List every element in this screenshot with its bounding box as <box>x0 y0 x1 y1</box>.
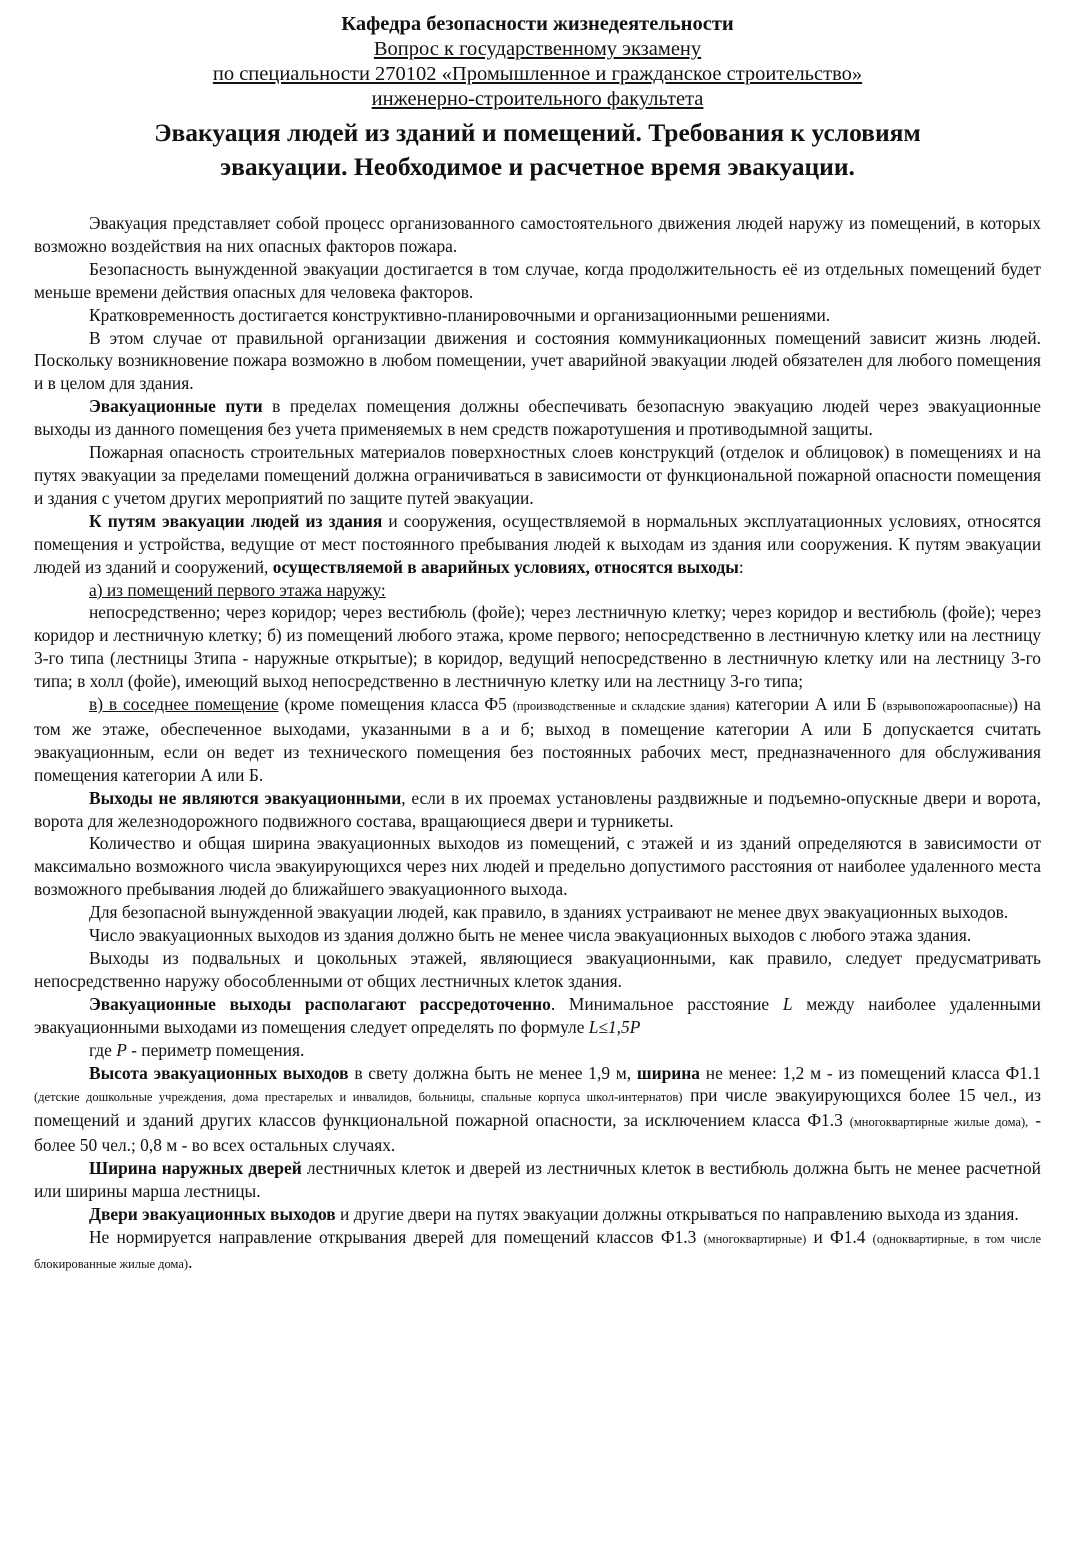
paragraph-15: Выходы из подвальных и цокольных этажей, являющиеся эвакуационными, как правило, следует предусматривать непосредственно наружу обособленными от общих лестничных клеток здания. <box>34 948 1041 991</box>
item-a-heading: а) из помещений первого этажа наружу: <box>89 579 386 600</box>
paragraph-10-text-a: (кроме помещения класса Ф5 <box>278 694 513 715</box>
note-f5-class: (производственные и складские здания) <box>512 699 730 714</box>
symbol-L: L <box>782 993 793 1014</box>
paragraph-20-text: и другие двери на путях эвакуации должны открываться по направлению выхода из здания. <box>335 1203 1019 1224</box>
paragraph-16-text-a: . Минимальное расстояние <box>550 993 783 1014</box>
formula: L≤1,5P <box>588 1016 641 1037</box>
note-f11-class: (детские дошкольные учреждения, дома престарелых и инвалидов, больницы, спальные корпуса школ-интернатов) <box>34 1090 683 1105</box>
document-body <box>34 212 1041 1276</box>
item-c-heading: в) в соседнее помещение <box>89 694 279 715</box>
paragraph-17 <box>34 1039 1041 1062</box>
exam-question-label: Вопрос к государственному экзамену <box>373 38 702 60</box>
note-apartments: (многоквартирные) <box>703 1231 807 1246</box>
paragraph-6: Пожарная опасность строительных материалов поверхностных слоев конструкций (отделок и облицовок) в помещениях и на путях эвакуации за пределами помещений должна ограничиваться в зависимости от функциональной пожарной опасности помещения и здания с учетом других мероприятий по защите путей эвакуации. <box>34 442 1041 508</box>
paragraph-7 <box>34 510 1041 579</box>
paragraph-18 <box>34 1062 1041 1158</box>
paragraph-14: Число эвакуационных выходов из здания должно быть не менее числа эвакуационных выходов с любого этажа здания. <box>89 925 972 946</box>
paragraph-20 <box>34 1203 1041 1226</box>
paragraph-21-text-a: Не нормируется направление открывания дверей для помещений классов Ф1.3 <box>89 1226 704 1247</box>
paragraph-21 <box>34 1226 1041 1276</box>
note-single-family: (одноквартирные, в том числе блокированные жилые дома) <box>34 1231 1041 1271</box>
term-width: ширина <box>636 1062 700 1083</box>
paragraph-10 <box>34 693 1041 787</box>
paragraph-5 <box>34 395 1041 441</box>
paragraph-7-text-c: : <box>738 556 744 577</box>
note-f13-class: (многоквартирные жилые дома), <box>849 1115 1029 1130</box>
paragraph-17-text-a: где <box>89 1039 117 1060</box>
paragraph-18-text-a: в свету должна быть не менее 1,9 м, <box>348 1062 637 1083</box>
paragraph-11-text: , если в их проемах установлены раздвижные и подъемно-опускные двери и ворота, ворота для железнодорожного подвижного состава, вращающиеся двери и турникеты. <box>34 787 1041 831</box>
specialty-line: по специальности 270102 «Промышленное и гражданское строительство» <box>212 63 863 85</box>
paragraph-9: непосредственно; через коридор; через вестибюль (фойе); через лестничную клетку; через коридор и вестибюль (фойе); через коридор и лестничную клетку; б) из помещений любого этажа, кроме первого; непосредственно в лестничную клетку или на лестницу 3-го типа (лестницы 3типа - наружные открытые); в коридор, ведущий непосредственно в лестничную клетку или на лестницу 3-го типа; в холл (фойе), имеющий выход непосредственно в лестничную клетку или на лестницу 3-го типа; <box>34 602 1041 692</box>
paragraph-18-text-e: - более 50 чел.; 0,8 м - во всех остальных случаях. <box>34 1110 1041 1156</box>
paragraph-17-text-b: - периметр помещения. <box>126 1039 305 1060</box>
paragraph-16-text-b: между наиболее удаленными эвакуационными выходами из помещения следует определять по формуле <box>34 993 1041 1037</box>
paragraph-3: Кратковременность достигается конструктивно-планировочными и организационными решениями. <box>89 304 831 325</box>
paragraph-21-text-c: . <box>188 1251 193 1272</box>
term-outer-door-width: Ширина наружных дверей <box>89 1158 302 1179</box>
paragraph-8 <box>34 579 1041 602</box>
term-emergency-exits: осуществляемой в аварийных условиях, относятся выходы <box>272 556 739 577</box>
department-name: Кафедра безопасности жизнедеятельности <box>341 13 734 35</box>
term-dispersed-exits: Эвакуационные выходы располагают рассредоточенно <box>89 993 551 1014</box>
paragraph-2: Безопасность вынужденной эвакуации достигается в том случае, когда продолжительность её из отдельных помещений будет меньше времени действия опасных для человека факторов. <box>34 258 1041 302</box>
paragraph-11 <box>34 787 1041 833</box>
title-line-2: эвакуации. Необходимое и расчетное время эвакуации. <box>220 152 855 181</box>
paragraph-16 <box>34 993 1041 1039</box>
term-not-evacuation-exits: Выходы не являются эвакуационными <box>89 787 402 808</box>
paragraph-7-text-a: и сооружения, осуществляемой в нормальных эксплуатационных условиях, относятся помещения и устройства, ведущие от мест постоянного пребывания людей к выходам из здания или сооружения. К путям эвакуации людей из зданий и сооружений, <box>34 510 1041 577</box>
paragraph-13: Для безопасной вынужденной эвакуации людей, как правило, в зданиях устраивают не менее двух эвакуационных выходов. <box>89 902 1009 923</box>
term-exit-height: Высота эвакуационных выходов <box>89 1062 349 1083</box>
paragraph-18-text-d: при числе эвакуирующихся более 15 чел., из помещений и зданий других классов функциональной пожарной опасности, за исключением класса Ф1.3 <box>34 1085 1042 1131</box>
paragraph-12: Количество и общая ширина эвакуационных выходов из помещений, с этажей и из зданий определяются в зависимости от максимально возможного числа эвакуирующихся через них людей и предельно допустимого расстояния от наиболее удаленного места возможного пребывания людей до ближайшего эвакуационного выхода. <box>34 833 1041 900</box>
term-exit-doors: Двери эвакуационных выходов <box>89 1203 336 1224</box>
paragraph-10-text-b: категории А или Б <box>729 694 883 715</box>
paragraph-21-text-b: и Ф1.4 <box>806 1226 873 1247</box>
paragraph-19 <box>34 1157 1041 1203</box>
term-evacuation-paths: Эвакуационные пути <box>89 396 263 417</box>
paragraph-19-text: лестничных клеток и дверей из лестничных клеток в вестибюль должна быть не менее расчетной или ширины марша лестницы. <box>34 1158 1041 1202</box>
note-explosive: (взрывопожароопасные) <box>882 699 1013 714</box>
symbol-P: P <box>116 1039 127 1060</box>
paragraph-4: В этом случае от правильной организации движения и состояния коммуникационных помещений зависит жизнь людей. Поскольку возникновение пожара возможно в любом помещении, учет аварийной эвакуации людей обязателен для любого помещения и в целом для здания. <box>34 327 1041 394</box>
term-paths-from-building: К путям эвакуации людей из здания <box>89 510 383 531</box>
document-title <box>34 116 1041 184</box>
document-header <box>34 12 1041 112</box>
paragraph-1: Эвакуация представляет собой процесс организованного самостоятельного движения людей наружу из помещений, в которых возможно воздействия на них опасных факторов пожара. <box>34 213 1041 256</box>
paragraph-18-text-c: не менее: 1,2 м - из помещений класса Ф1.1 <box>700 1062 1041 1083</box>
paragraph-10-text-c: ) на том же этаже, обеспеченное выходами, указанными в а и б; выход в помещение категории А или Б допускается считать эвакуационным, если он ведет из технического помещения без постоянных рабочих мест, предназначенного для обслуживания помещения категории А или Б. <box>34 694 1041 785</box>
faculty-line: инженерно-строительного факультета <box>371 88 704 110</box>
title-line-1: Эвакуация людей из зданий и помещений. Требования к условиям <box>154 118 921 147</box>
paragraph-5-text: в пределах помещения должны обеспечивать безопасную эвакуацию людей через эвакуационные выходы из данного помещения без учета применяемых в нем средств пожаротушения и противодымной защиты. <box>34 396 1041 440</box>
